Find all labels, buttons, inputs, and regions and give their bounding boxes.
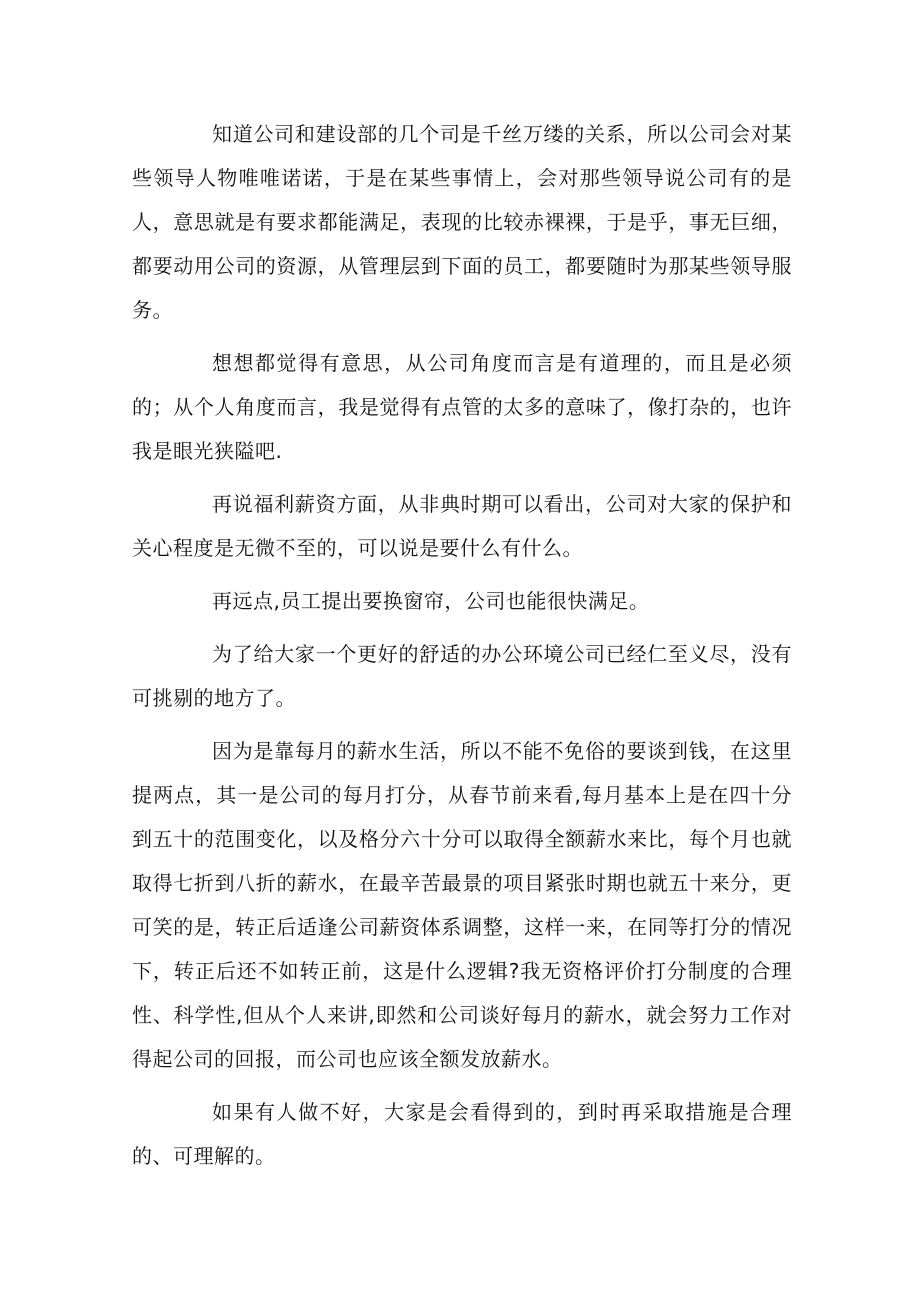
paragraph-1: 知道公司和建设部的几个司是千丝万缕的关系，所以公司会对某些领导人物唯唯诺诺，于是在某些事情上，会对那些领导说公司有的是人，意思就是有要求都能满足，表现的比较赤裸裸，于是乎，事无巨细，都要动用公司的资源，从管理层到下面的员工，都要随时为那某些领导服务。 <box>132 122 792 322</box>
paragraph-5: 为了给大家一个更好的舒适的办公环境公司已经仁至义尽，没有可挑剔的地方了。 <box>132 642 792 710</box>
paragraph-7: 如果有人做不好，大家是会看得到的，到时再采取措施是合理的、可理解的。 <box>132 1100 792 1168</box>
document-body <box>132 112 792 1187</box>
paragraph-4: 再远点,员工提出要换窗帘，公司也能很快满足。 <box>212 589 650 613</box>
paragraph-2: 想想都觉得有意思，从公司角度而言是有道理的，而且是必须的；从个人角度而言，我是觉得有点管的太多的意味了，像打杂的，也许我是眼光狭隘吧. <box>132 351 792 463</box>
paragraph-6: 因为是靠每月的薪水生活，所以不能不免俗的要谈到钱，在这里提两点，其一是公司的每月打分，从春节前来看,每月基本上是在四十分到五十的范围变化，以及格分六十分可以取得全额薪水来比，每个月也就取得七折到八折的薪水，在最辛苦最景的项目紧张时期也就五十来分，更可笑的是，转正后适逢公司薪资体系调整，这样一来，在同等打分的情况下，转正后还不如转正前，这是什么逻辑?我无资格评价打分制度的合理性、科学性,但从个人来讲,即然和公司谈好每月的薪水，就会努力工作对得起公司的回报，而公司也应该全额发放薪水。 <box>132 739 792 1071</box>
paragraph-3: 再说福利薪资方面，从非典时期可以看出，公司对大家的保护和关心程度是无微不至的，可以说是要什么有什么。 <box>132 492 792 560</box>
